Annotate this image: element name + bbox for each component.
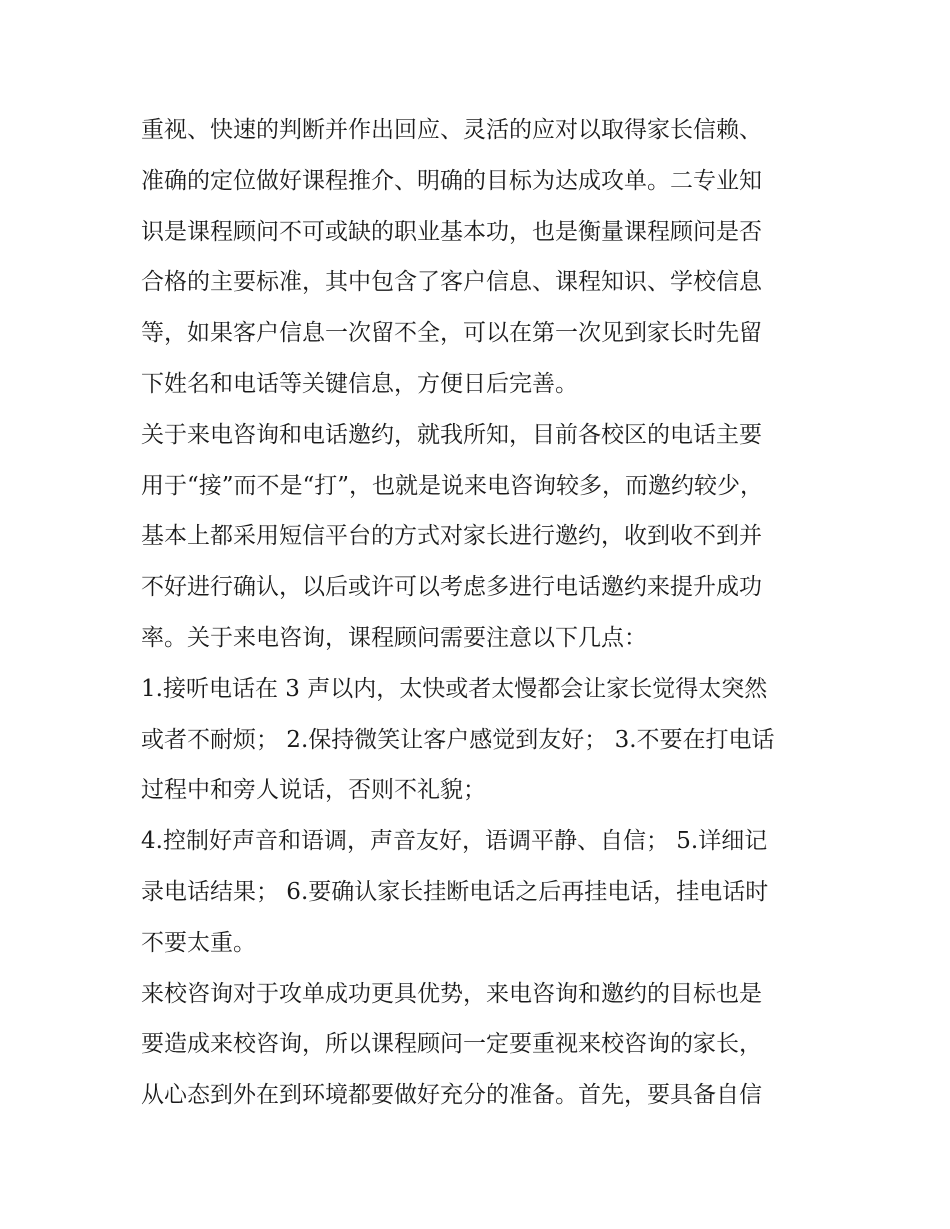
text-line: 率。关于来电咨询，课程顾问需要注意以下几点： — [141, 624, 647, 651]
text-line: 重视、快速的判断并作出回应、灵活的应对以取得家长信赖、 — [141, 117, 762, 143]
text-line: 基本上都采用短信平台的方式对家长进行邀约，收到收不到并 — [141, 523, 762, 550]
text-line: 下姓名和电话等关键信息，方便日后完善。 — [141, 370, 578, 397]
text-line: 从心态到外在到环境都要做好充分的准备。首先，要具备自信 — [141, 1082, 762, 1109]
text-line: 1.接听电话在 3 声以内，太快或者太慢都会让家长觉得太突然 — [141, 675, 768, 702]
text-line: 不要太重。 — [141, 929, 256, 956]
text-line: 来校咨询对于攻单成功更具优势，来电咨询和邀约的目标也是 — [141, 980, 762, 1007]
document-body — [141, 105, 821, 1121]
text-line: 过程中和旁人说话，否则不礼貌； — [141, 777, 486, 804]
text-line: 识是课程顾问不可或缺的职业基本功，也是衡量课程顾问是否 — [141, 218, 762, 245]
text-line: 或者不耐烦； 2.保持微笑让客户感觉到友好； 3.不要在打电话 — [141, 726, 775, 753]
text-line: 准确的定位做好课程推介、明确的目标为达成攻单。二专业知 — [141, 167, 762, 194]
text-line: 用于“接”而不是“打”，也就是说来电咨询较多，而邀约较少， — [141, 472, 764, 499]
text-line: 4.控制好声音和语调，声音友好，语调平静、自信； 5.详细记 — [141, 828, 768, 855]
text-line: 关于来电咨询和电话邀约，就我所知，目前各校区的电话主要 — [141, 421, 762, 448]
text-line: 合格的主要标准，其中包含了客户信息、课程知识、学校信息 — [141, 269, 762, 296]
text-line: 录电话结果； 6.要确认家长挂断电话之后再挂电话，挂电话时 — [141, 878, 769, 905]
text-line: 不好进行确认，以后或许可以考虑多进行电话邀约来提升成功 — [141, 574, 762, 601]
text-line: 要造成来校咨询，所以课程顾问一定要重视来校咨询的家长， — [141, 1031, 762, 1058]
text-line: 等，如果客户信息一次留不全，可以在第一次见到家长时先留 — [141, 320, 762, 347]
